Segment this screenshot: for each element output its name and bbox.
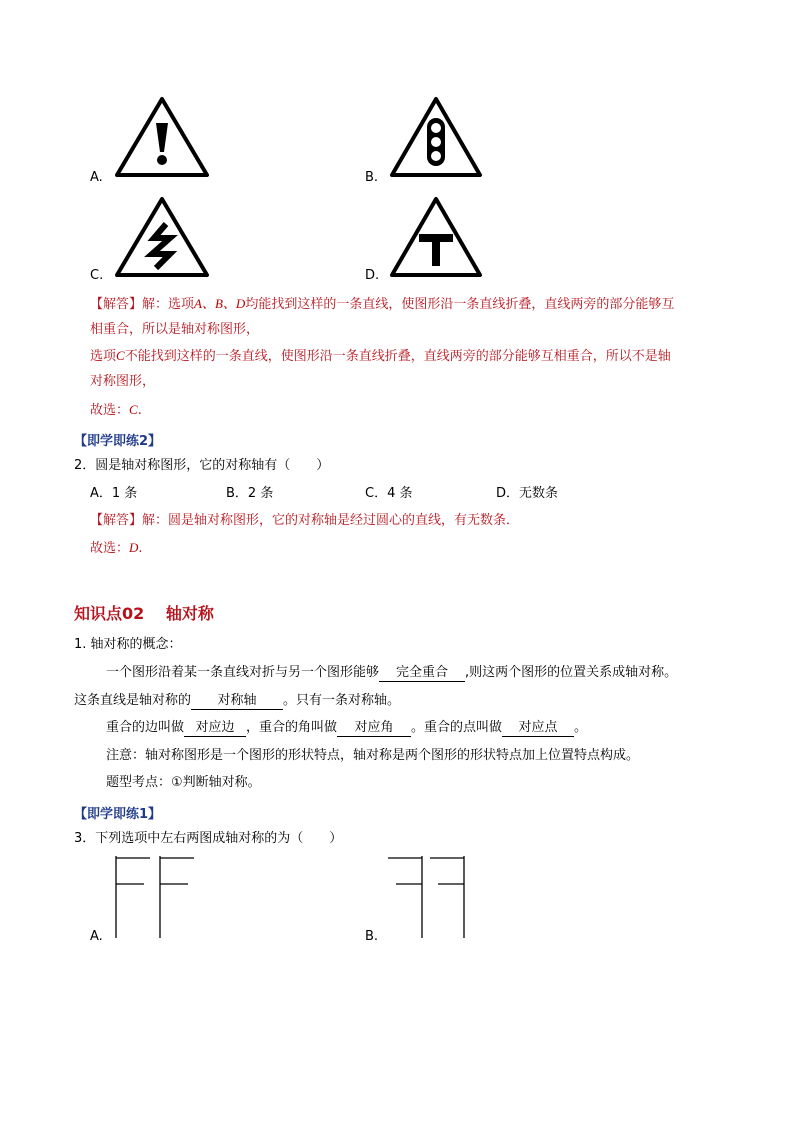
q2-option-c: C．4 条 (365, 486, 413, 501)
q3-option-a-figure (114, 856, 194, 940)
q1-answer-line4: 对称图形， (90, 374, 156, 389)
option-d-label: D. (365, 268, 380, 283)
option-c-label: C. (90, 268, 104, 283)
blank-corresponding-point: 对应点 (502, 720, 574, 737)
q1-choose: 故选：C. (90, 402, 142, 418)
q1-answer-line1: 【解答】解：选项A、B、D均能找到这样的一条直线，使图形沿一条直线折叠，直线两旁的部分能够互 (90, 296, 675, 312)
concept-line3: 重合的边叫做 对应边 ，重合的角叫做 对应角 。重合的点叫做 对应点 。 (106, 720, 588, 735)
concept-line2: 这条直线是轴对称的 对称轴 。只有一条对称轴。 (74, 693, 401, 708)
concept-line1: 一个图形沿着某一条直线对折与另一个图形能够 完全重合 ,则这两个图形的位置关系成轴对称。 (106, 665, 678, 680)
blank-complete-overlap: 完全重合 (379, 665, 465, 682)
exclamation-sign-figure (114, 96, 210, 178)
q2-option-d: D．无数条 (496, 486, 559, 501)
zigzag-sign-figure (114, 196, 210, 278)
q2-option-a: A．1 条 (90, 486, 138, 501)
section-title: 知识点02 轴对称 (74, 604, 214, 623)
concept-heading: 1. 轴对称的概念： (74, 637, 182, 652)
q2-question: 2．圆是轴对称图形，它的对称轴有（ ） (74, 458, 330, 473)
q3-question: 3．下列选项中左右两图成轴对称的为（ ） (74, 831, 343, 846)
blank-corresponding-side: 对应边 (184, 720, 246, 737)
q1-answer-line2: 相重合，所以是轴对称图形， (90, 322, 260, 337)
traffic-light-sign-figure (389, 96, 483, 178)
blank-corresponding-angle: 对应角 (337, 720, 411, 737)
q3-option-a-label: A. (90, 929, 103, 944)
q2-answer: 【解答】解：圆是轴对称图形，它的对称轴是经过圆心的直线，有无数条． (90, 513, 520, 528)
q2-option-b: B．2 条 (226, 486, 274, 501)
option-a-label: A. (90, 170, 103, 185)
option-b-label: B. (365, 170, 379, 185)
practice-2-tag: 【即学即练2】 (74, 434, 162, 449)
concept-exam-point: 题型考点：①判断轴对称。 (106, 775, 261, 790)
q3-option-b-figure (388, 856, 468, 940)
q1-answer-line3: 选项C不能找到这样的一条直线，使图形沿一条直线折叠，直线两旁的部分能够互相重合，所以不是轴 (90, 348, 671, 364)
answer-tag: 【解答】 (90, 297, 143, 312)
practice-1-tag: 【即学即练1】 (74, 807, 162, 822)
concept-note: 注意：轴对称图形是一个图形的形状特点，轴对称是两个图形的形状特点加上位置特点构成。 (106, 748, 640, 763)
blank-symmetry-axis: 对称轴 (191, 693, 283, 710)
t-junction-sign-figure (389, 196, 483, 278)
q3-option-b-label: B. (365, 929, 379, 944)
q2-choose: 故选：D. (90, 540, 143, 556)
